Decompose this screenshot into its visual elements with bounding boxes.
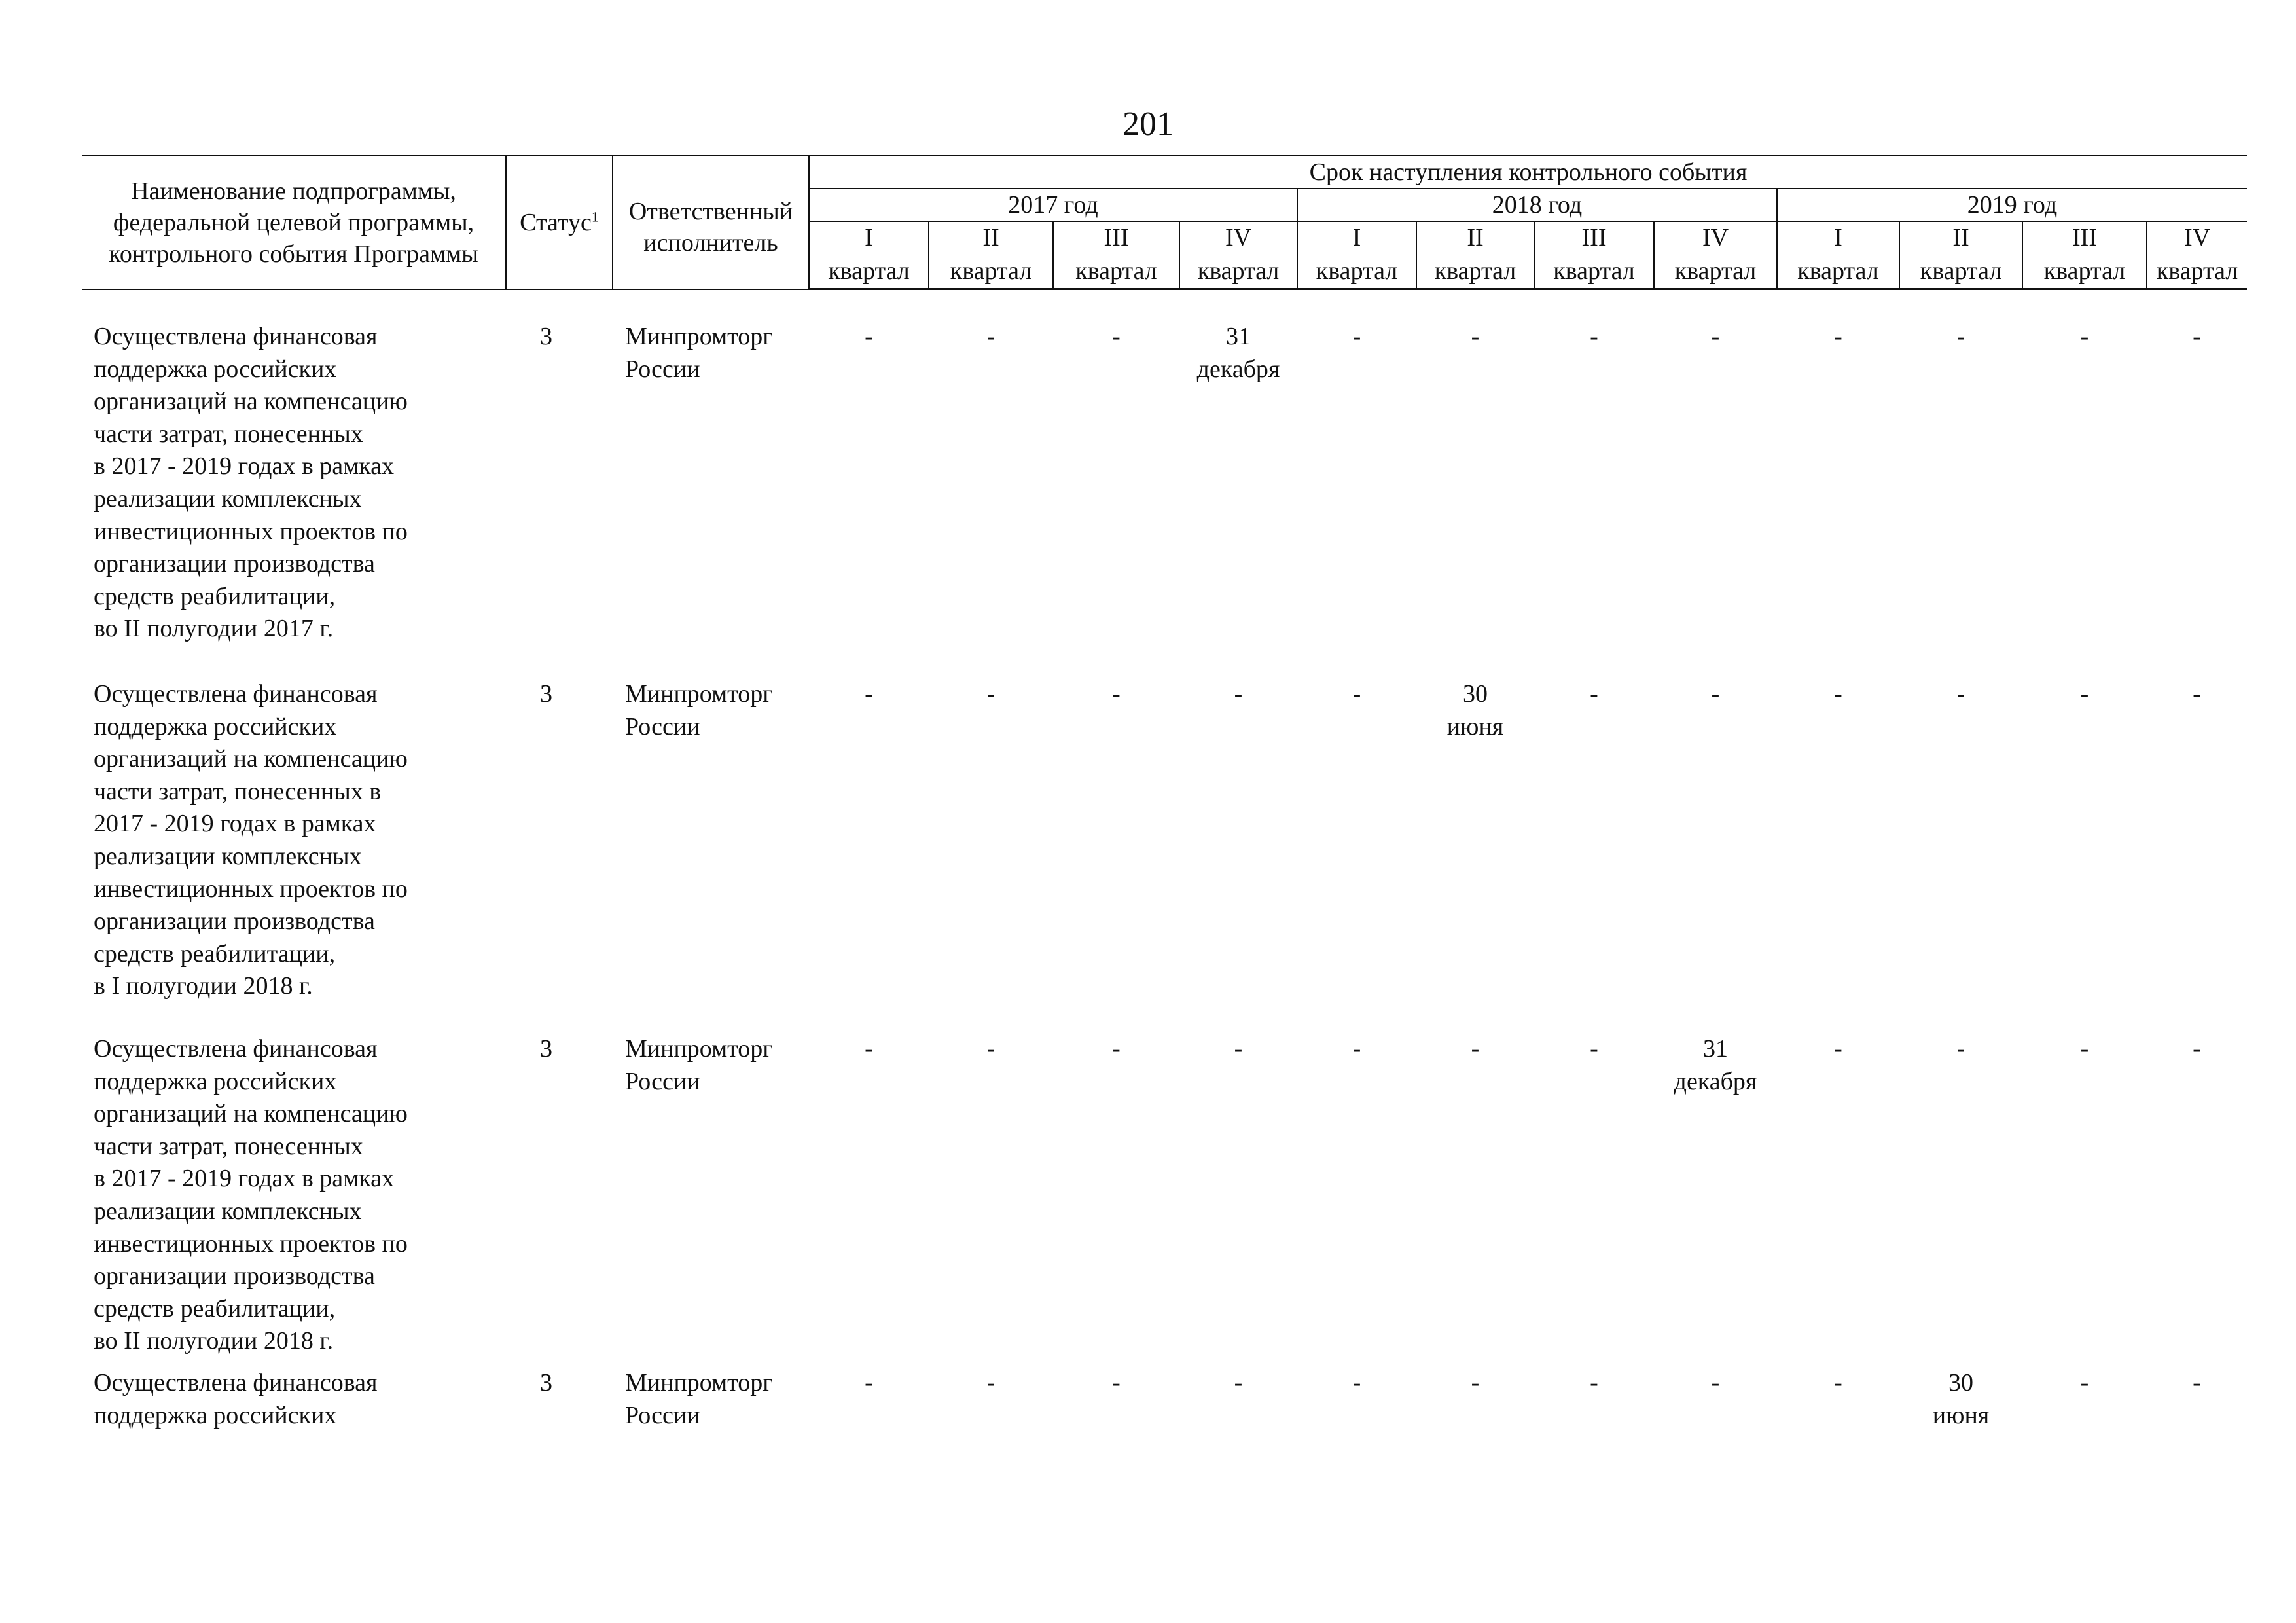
quarter-value-0: - [865, 1369, 873, 1396]
quarter-numeral-8: I [1777, 221, 1899, 254]
quarter-value-7: - [1711, 323, 1720, 350]
quarter-value-3: - [1234, 1035, 1243, 1063]
event-name: Осуществлена финансовая поддержка российских организаций на компенсацию части затрат, понесенных в 2017 - 2019 годах в рамках реализации комплексных инвестиционных проектов по организации производства средств реабилитации, во II полугодии 2017 г. [94, 323, 408, 643]
event-executor: Минпромторг России [625, 323, 773, 383]
quarter-numeral-0: I [809, 221, 929, 254]
quarter-word-4: квартал [1297, 254, 1416, 289]
quarter-word-2: квартал [1053, 254, 1179, 289]
quarter-value-1: - [986, 1035, 996, 1063]
quarter-word-11: квартал [2147, 254, 2247, 289]
quarter-numeral-4: I [1297, 221, 1416, 254]
quarter-word-1: квартал [929, 254, 1053, 289]
event-status: 3 [540, 680, 552, 708]
col-header-period: Срок наступления контрольного события [809, 156, 2247, 189]
quarter-word-3: квартал [1179, 254, 1297, 289]
quarter-value-5: - [1471, 1035, 1480, 1063]
quarter-value-5: - [1471, 1369, 1480, 1396]
schedule-table-header [82, 155, 2247, 290]
quarter-value-10: - [2080, 680, 2089, 708]
quarter-value-6: - [1590, 1035, 1598, 1063]
quarter-value-4: - [1352, 1035, 1361, 1063]
quarter-word-6: квартал [1534, 254, 1654, 289]
quarter-value-0: - [865, 680, 873, 708]
quarter-value-6: - [1590, 680, 1598, 708]
quarter-value-9: - [1956, 323, 1965, 350]
col-header-status [506, 156, 613, 289]
quarter-value-3: - [1234, 680, 1243, 708]
quarter-value-6: - [1590, 1369, 1598, 1396]
quarter-value-11: - [2193, 1369, 2201, 1396]
quarter-value-9: - [1956, 680, 1965, 708]
quarter-value-7: - [1711, 1369, 1720, 1396]
event-executor: Минпромторг России [625, 1369, 773, 1429]
quarter-value-4: - [1352, 680, 1361, 708]
quarter-numeral-6: III [1534, 221, 1654, 254]
quarter-value-3: - [1234, 1369, 1243, 1396]
quarter-numeral-3: IV [1179, 221, 1297, 254]
event-name: Осуществлена финансовая поддержка российских организаций на компенсацию части затрат, понесенных в 2017 - 2019 годах в рамках реализации комплексных инвестиционных проектов по организации производства средств реабилитации, в I полугодии 2018 г. [94, 680, 408, 1000]
year-header-2019: 2019 год [1777, 189, 2247, 221]
quarter-value-2: - [1112, 1035, 1121, 1063]
quarter-value-11: - [2193, 323, 2201, 350]
col-header-name: Наименование подпрограммы, федеральной целевой программы, контрольного события Программы [82, 156, 506, 289]
quarter-value-8: - [1834, 1369, 1842, 1396]
quarter-numeral-5: II [1416, 221, 1534, 254]
quarter-value-0: - [865, 1035, 873, 1063]
quarter-value-7: - [1711, 680, 1720, 708]
quarter-numeral-2: III [1053, 221, 1179, 254]
event-executor: Минпромторг России [625, 680, 773, 740]
event-status: 3 [540, 1369, 552, 1396]
quarter-value-2: - [1112, 323, 1121, 350]
quarter-value-5: - [1471, 323, 1480, 350]
quarter-value-7: 31 декабря [1674, 1035, 1757, 1095]
quarter-value-5: 30 июня [1446, 680, 1504, 740]
quarter-value-10: - [2080, 323, 2089, 350]
quarter-word-9: квартал [1899, 254, 2022, 289]
quarter-word-8: квартал [1777, 254, 1899, 289]
quarter-value-0: - [865, 323, 873, 350]
year-header-2018: 2018 год [1297, 189, 1777, 221]
quarter-value-8: - [1834, 1035, 1842, 1063]
quarter-value-11: - [2193, 680, 2201, 708]
quarter-value-2: - [1112, 1369, 1121, 1396]
quarter-value-8: - [1834, 323, 1842, 350]
quarter-value-10: - [2080, 1035, 2089, 1063]
quarter-value-4: - [1352, 323, 1361, 350]
quarter-value-8: - [1834, 680, 1842, 708]
quarter-value-1: - [986, 1369, 996, 1396]
quarter-value-9: - [1956, 1035, 1965, 1063]
quarter-value-2: - [1112, 680, 1121, 708]
page-number: 201 [1122, 105, 1174, 143]
year-header-2017: 2017 год [809, 189, 1297, 221]
col-header-executor: Ответственный исполнитель [613, 156, 809, 289]
quarter-numeral-11: IV [2147, 221, 2247, 254]
status-footnote-mark: 1 [591, 208, 599, 225]
event-name: Осуществлена финансовая поддержка российских организаций на компенсацию части затрат, понесенных в 2017 - 2019 годах в рамках реализации комплексных инвестиционных проектов по организации производства средств реабилитации, во II полугодии 2018 г. [94, 1035, 408, 1355]
col-header-status-label: Статус [520, 208, 592, 236]
quarter-value-11: - [2193, 1035, 2201, 1063]
quarter-value-4: - [1352, 1369, 1361, 1396]
quarter-word-10: квартал [2022, 254, 2147, 289]
quarter-word-7: квартал [1654, 254, 1777, 289]
event-name: Осуществлена финансовая поддержка российских [94, 1369, 378, 1429]
quarter-numeral-7: IV [1654, 221, 1777, 254]
quarter-value-9: 30 июня [1932, 1369, 1990, 1429]
quarter-value-3: 31 декабря [1196, 323, 1280, 383]
quarter-numeral-10: III [2022, 221, 2147, 254]
event-executor: Минпромторг России [625, 1035, 773, 1095]
quarter-value-1: - [986, 323, 996, 350]
quarter-value-10: - [2080, 1369, 2089, 1396]
quarter-value-1: - [986, 680, 996, 708]
quarter-word-0: квартал [809, 254, 929, 289]
quarter-word-5: квартал [1416, 254, 1534, 289]
quarter-numeral-9: II [1899, 221, 2022, 254]
quarter-value-6: - [1590, 323, 1598, 350]
event-status: 3 [540, 1035, 552, 1063]
event-status: 3 [540, 323, 552, 350]
quarter-numeral-1: II [929, 221, 1053, 254]
